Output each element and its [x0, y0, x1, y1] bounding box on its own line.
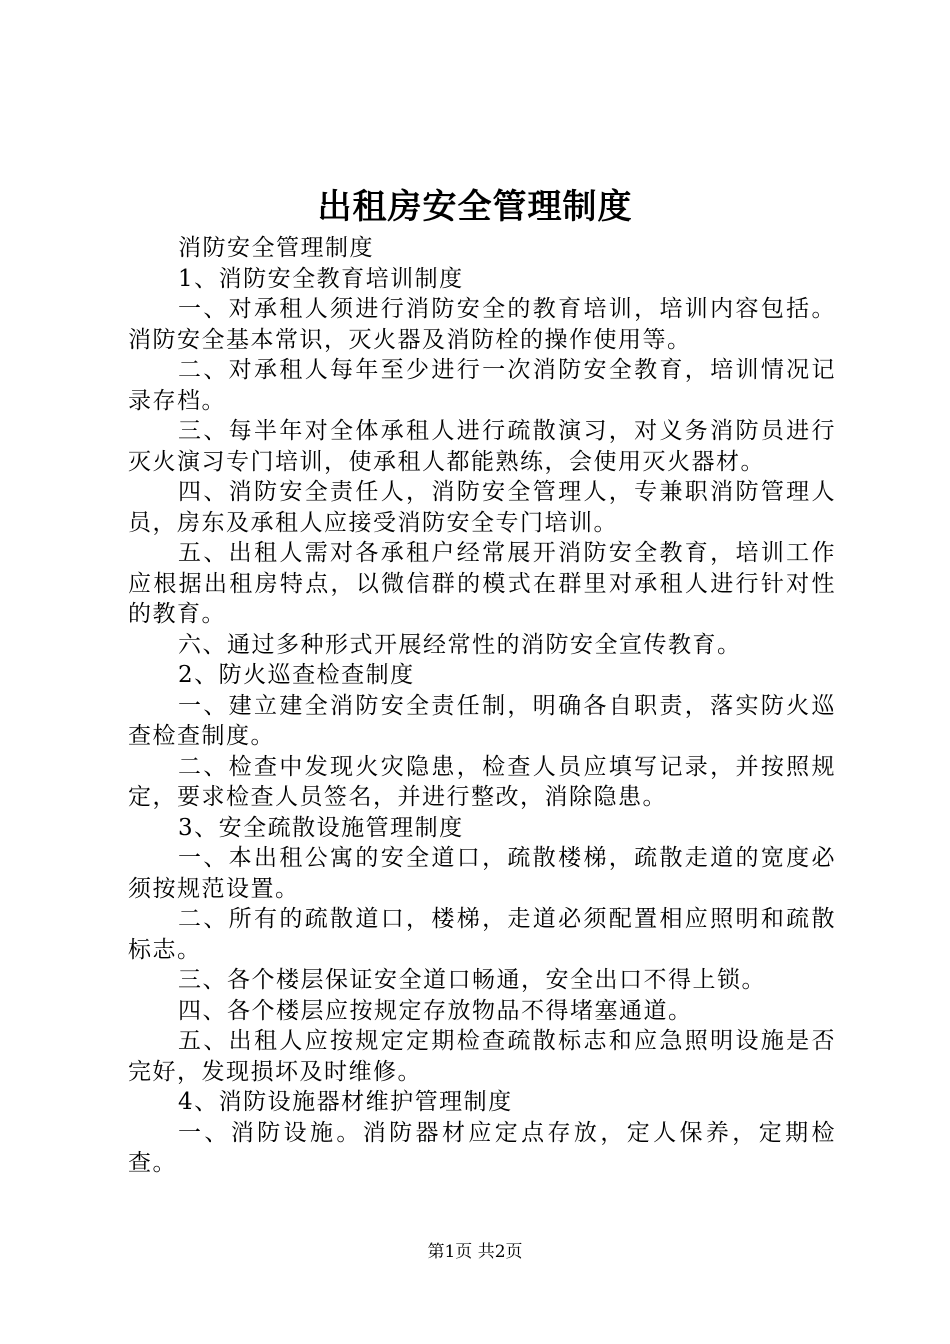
section-heading: 3、安全疏散设施管理制度: [178, 814, 464, 841]
paragraph: 一、对承租人须进行消防安全的教育培训，培训内容包括。消防安全基本常识，灭火器及消防栓的操作使用等。: [128, 296, 836, 353]
section-heading: 2、防火巡查检查制度: [178, 662, 415, 688]
paragraph: 四、消防安全责任人，消防安全管理人，专兼职消防管理人员，房东及承租人应接受消防安全专门培训。: [128, 479, 836, 536]
paragraph: 五、出租人需对各承租户经常展开消防安全教育，培训工作应根据出租房特点，以微信群的模式在群里对承租人进行针对性的教育。: [128, 540, 836, 627]
paragraph: 二、对承租人每年至少进行一次消防安全教育，培训情况记录存档。: [128, 357, 836, 414]
paragraph: 一、本出租公寓的安全道口，疏散楼梯，疏散走道的宽度必须按规范设置。: [128, 845, 836, 902]
paragraph: 六、通过多种形式开展经常性的消防安全宣传教育。: [178, 631, 742, 658]
section-heading: 4、消防设施器材维护管理制度: [178, 1089, 513, 1115]
paragraph: 二、检查中发现火灾隐患，检查人员应填写记录，并按照规定，要求检查人员签名，并进行整改，消除隐患。: [128, 753, 836, 810]
paragraph: 二、所有的疏散道口，楼梯，走道必须配置相应照明和疏散标志。: [128, 906, 836, 963]
paragraph: 三、每半年对全体承租人进行疏散演习，对义务消防员进行灭火演习专门培训，使承租人都能熟练，会使用灭火器材。: [128, 418, 836, 475]
document-title: 出租房安全管理制度: [317, 187, 633, 227]
page-number-footer: 第1页 共2页: [427, 1242, 523, 1262]
paragraph: 一、建立建全消防安全责任制，明确各自职责，落实防火巡查检查制度。: [128, 692, 836, 749]
paragraph: 三、各个楼层保证安全道口畅通，安全出口不得上锁。: [178, 967, 766, 993]
paragraph: 四、各个楼层应按规定存放物品不得堵塞通道。: [178, 997, 693, 1024]
section-heading: 1、消防安全教育培训制度: [178, 265, 464, 292]
paragraph: 消防安全管理制度: [178, 235, 374, 261]
document-body: [128, 233, 836, 1179]
paragraph: 一、消防设施。消防器材应定点存放，定人保养，定期检查。: [128, 1119, 836, 1176]
paragraph: 五、出租人应按规定定期检查疏散标志和应急照明设施是否完好，发现损坏及时维修。: [128, 1028, 836, 1085]
